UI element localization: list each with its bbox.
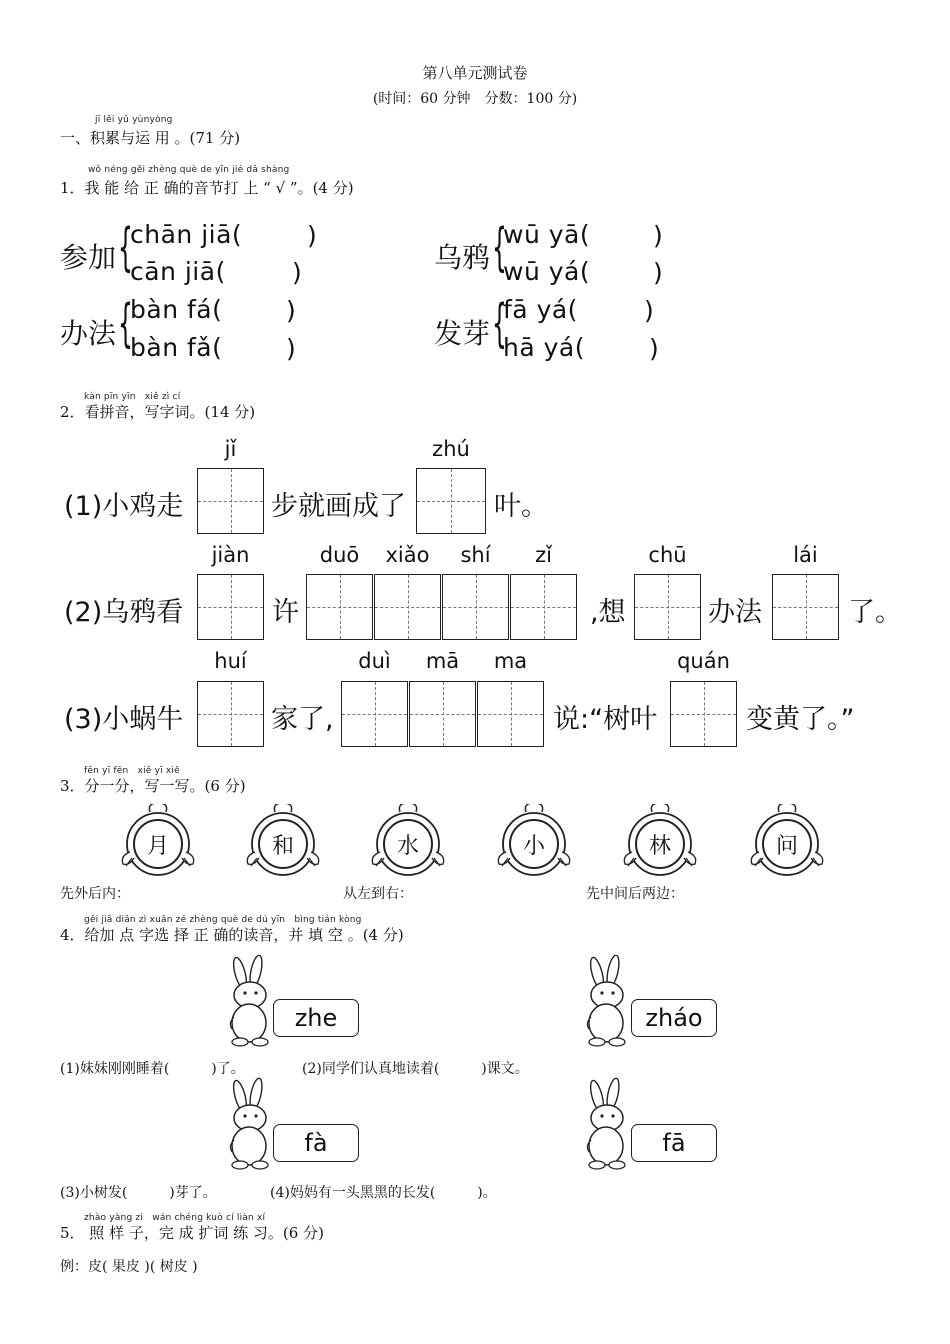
sentence-text: 办法 (708, 597, 762, 628)
section1-pinyin: jī lěi yǔ yùnyòng (95, 115, 173, 125)
sentence-text: 了。 (848, 597, 902, 628)
rabbit-icon (230, 955, 268, 1046)
writing-box[interactable] (374, 574, 441, 640)
writing-box[interactable] (442, 574, 509, 640)
brace-icon: { (118, 294, 133, 354)
sentence-text: 变黄了。” (746, 704, 855, 735)
box-pinyin: jiàn (211, 543, 250, 567)
pinyin-option: zháo (631, 999, 717, 1037)
q1-option: fā yá( (503, 295, 578, 324)
page-subtitle: (时间：60 分钟 分数：100 分) (372, 91, 578, 107)
box-pinyin: zǐ (535, 543, 552, 567)
q1-option: bàn fǎ( (130, 333, 223, 362)
brace-icon: { (118, 218, 133, 278)
q1-word: 办法 (60, 317, 117, 350)
sentence-text: (1)小鸡走 (64, 491, 184, 522)
box-pinyin: quán (677, 649, 730, 673)
q4-sentence: (4)妈妈有一头黑黑的长发( )。 (270, 1185, 497, 1201)
writing-box[interactable] (341, 681, 408, 747)
badge-character: 月 (146, 834, 169, 859)
q1-close-paren: ) (286, 296, 296, 325)
box-pinyin: lái (793, 543, 818, 567)
writing-box[interactable] (197, 468, 264, 534)
q1-close-paren: ) (649, 334, 659, 363)
q4-sentence: (3)小树发( )芽了。 (60, 1185, 217, 1201)
badge-character: 小 (522, 834, 545, 859)
writing-box[interactable] (306, 574, 373, 640)
q1-close-paren: ) (307, 221, 317, 250)
q1-option: cān jiā( (130, 257, 226, 286)
writing-box[interactable] (197, 574, 264, 640)
writing-box[interactable] (477, 681, 544, 747)
rabbit-icon (587, 955, 625, 1046)
q1-option: wū yá( (503, 257, 591, 286)
writing-box[interactable] (197, 681, 264, 747)
badge-character: 和 (271, 834, 294, 859)
q1-word: 参加 (60, 241, 117, 274)
q1-close-paren: ) (653, 221, 663, 250)
rabbit-icon (230, 1077, 268, 1169)
box-pinyin: zhú (432, 437, 470, 461)
rabbit-icon (587, 1077, 625, 1169)
q4-sentence: (1)妹妹刚刚睡着( )了。 (60, 1061, 245, 1077)
q5-example: 例：皮( 果皮 )( 树皮 ) (60, 1259, 198, 1275)
category-label: 先中间后两边： (586, 886, 684, 902)
badge-character: 林 (648, 834, 671, 859)
q1-option: hā yá( (503, 333, 585, 362)
category-label: 先外后内： (60, 886, 130, 902)
q4-sentence: (2)同学们认真地读着( )课文。 (302, 1061, 529, 1077)
q2-label: 2．看拼音，写字词。(14 分) (60, 403, 256, 421)
box-pinyin: ma (493, 649, 528, 673)
sentence-text: 叶。 (494, 491, 548, 522)
q4-label: 4．给加 点 字选 择 正 确的读音，并 填 空 。(4 分) (60, 926, 404, 944)
writing-box[interactable] (634, 574, 701, 640)
box-pinyin: huí (214, 649, 247, 673)
box-pinyin: duō (319, 543, 360, 567)
q1-word: 乌鸦 (434, 241, 491, 274)
section1-heading: 一、积累与运 用 。(71 分) (60, 129, 241, 147)
box-pinyin: xiǎo (385, 543, 430, 567)
q5-pinyin: zhào yàng zi wán chéng kuò cí liàn xí (84, 1213, 266, 1223)
q1-pinyin: wǒ néng gěi zhèng què de yīn jié dǎ shàng (88, 165, 290, 175)
pinyin-option: zhe (273, 999, 359, 1037)
box-pinyin: jǐ (224, 437, 237, 461)
q1-close-paren: ) (653, 258, 663, 287)
q1-option: bàn fá( (130, 295, 223, 324)
writing-box[interactable] (772, 574, 839, 640)
box-pinyin: duì (358, 649, 391, 673)
sentence-text: (3)小蜗牛 (64, 704, 184, 735)
box-pinyin: shí (460, 543, 491, 567)
box-pinyin: mā (425, 649, 460, 673)
sentence-text: 家了, (271, 704, 334, 735)
sentence-text: (2)乌鸦看 (64, 597, 184, 628)
badge-character: 水 (396, 834, 419, 859)
q1-close-paren: ) (644, 296, 654, 325)
q1-close-paren: ) (292, 258, 302, 287)
brace-icon: { (492, 218, 507, 278)
writing-box[interactable] (416, 468, 486, 534)
writing-box[interactable] (510, 574, 577, 640)
page-title: 第八单元测试卷 (422, 64, 528, 82)
category-label: 从左到右： (343, 886, 413, 902)
q2-pinyin: kàn pīn yīn xiě zì cí (84, 392, 181, 402)
writing-box[interactable] (670, 681, 737, 747)
pinyin-option: fà (273, 1124, 359, 1162)
q5-label: 5． 照 样 子，完 成 扩词 练 习。(6 分) (60, 1224, 324, 1242)
q1-option: wū yā( (503, 220, 591, 249)
sentence-text: 许 (272, 597, 299, 628)
sentence-text: 步就画成了 (271, 491, 406, 522)
q1-option: chān jiā( (130, 220, 243, 249)
q3-label: 3．分一分，写一写。(6 分) (60, 777, 246, 795)
box-pinyin: chū (648, 543, 687, 567)
brace-icon: { (492, 294, 507, 354)
writing-box[interactable] (409, 681, 476, 747)
q3-pinyin: fēn yī fēn xiě yī xiě (84, 766, 180, 776)
q1-close-paren: ) (286, 334, 296, 363)
q1-label: 1．我 能 给 正 确的音节打 上 “ √ ”。(4 分) (60, 179, 354, 197)
q1-word: 发芽 (434, 317, 491, 350)
sentence-text: ,想 (590, 597, 626, 628)
badge-character: 问 (775, 834, 798, 859)
sentence-text: 说:“树叶 (553, 704, 658, 735)
q4-pinyin: gěi jiā diǎn zì xuǎn zé zhèng què de dú yīn bìng tián kòng (84, 915, 362, 925)
pinyin-option: fā (631, 1124, 717, 1162)
character-badges (100, 804, 860, 880)
